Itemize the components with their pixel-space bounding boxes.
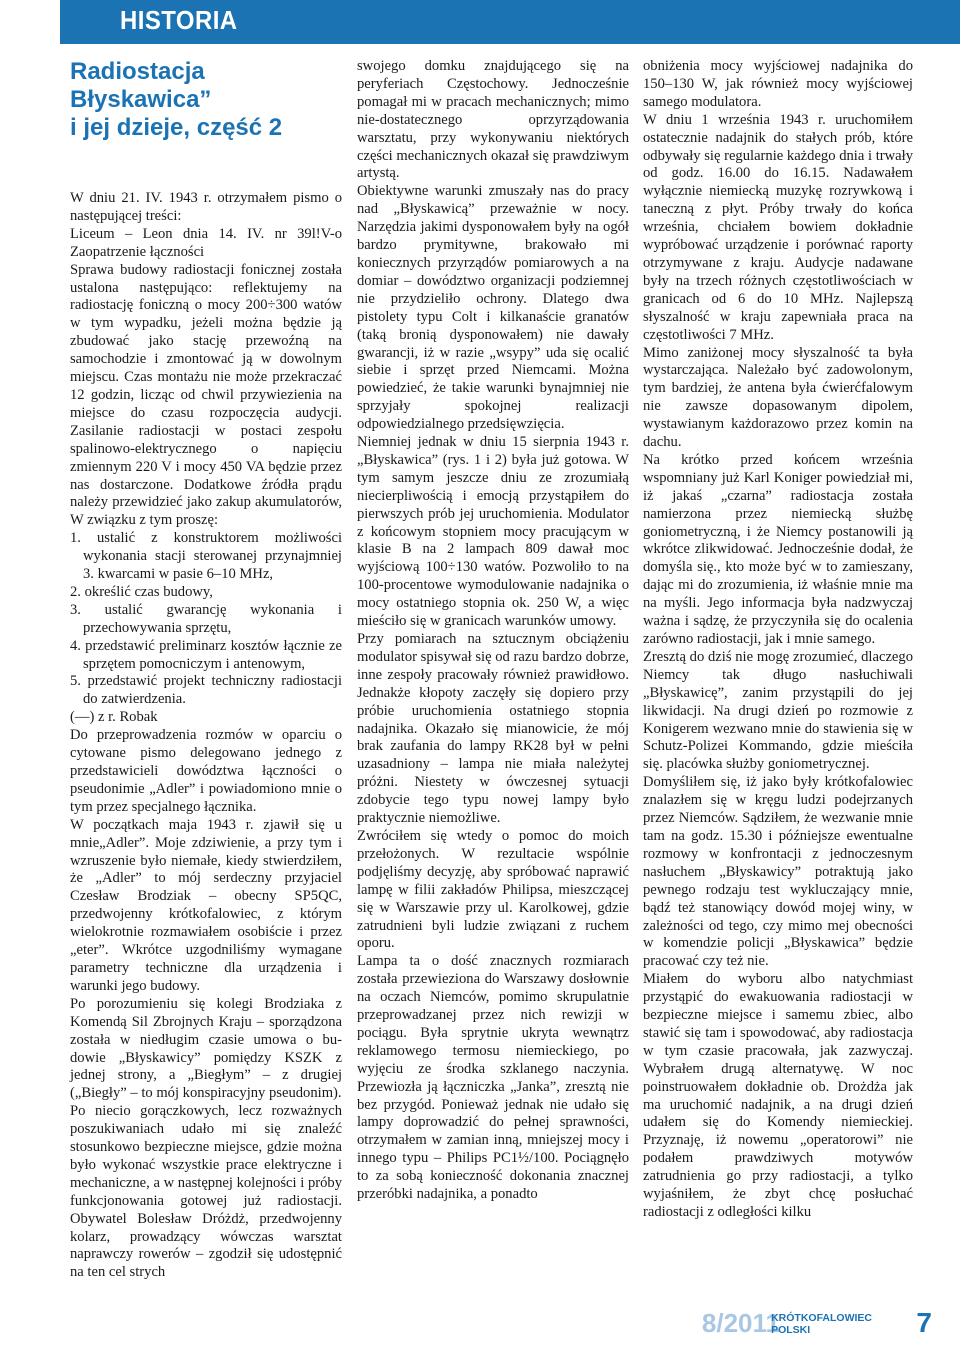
page-number: 7 — [916, 1307, 932, 1338]
article-column-2 — [357, 58, 629, 1204]
magazine-name-line-2: POLSKI — [771, 1324, 811, 1336]
list-item: 1. ustalić z konstruktorem możliwości wykonania stacji sterowanej przynajmniej 3. kwarcami w pasie 6–10 MHz, — [70, 530, 342, 583]
paragraph: obniżenia mocy wyjściowej nadajnika do 150–130 W, jak również mocy wyjściowej samego modulatora. — [643, 58, 913, 110]
paragraph: W dniu 21. IV. 1943 r. otrzymałem pismo o następującej treści: — [70, 190, 342, 224]
paragraph: Mimo zaniżonej mocy słyszalność ta była wystarczająca. Należało być zadowolonym, tym bardziej, że antena była ćwierćfalowym nie zawsze dopasowanym dipolem, wystawianym każdorazowo przez komin na dachu. — [643, 344, 913, 451]
paragraph: Obiektywne warunki zmuszały nas do pracy nad „Błyskawicą” przeważnie w nocy. Narzędzia jakimi dysponowałem były na ogół bardzo prymitywne, brakowało mi koniecznych przyrządów pomiarowych a na domiar – dowództwo organizacji podziemnej nie przydzieliło ochrony. Dlatego dwa pistolety typu Colt i kilkanaście granatów (taką bronią dysponowałem) nie dawały gwarancji, iż w razie „wsypy” uda się ocalić siebie i sprzęt przed Niemcami. Można powiedzieć, że takie warunki bynajmniej nie sprzyjały spokojnej realizacji odpowiedzialnego przedsięwzięcia. — [357, 183, 629, 433]
page-footer — [632, 1299, 932, 1339]
paragraph: swojego domku znajdującego się na peryferiach Częstochowy. Jednocześnie pomagał mi w pracach mechanicznych; mimo nie-dostatecznego oprzyrządowania warsztatu, przy wykonywaniu niektórych części mechanicznych okazał się prawdziwym artystą. — [357, 58, 629, 182]
article-column-1 — [70, 58, 342, 1282]
article-title — [70, 58, 342, 142]
paragraph: Niemniej jednak w dniu 15 sierpnia 1943 r. „Błyskawica” (rys. 1 i 2) była już gotowa. W tym samym jeszcze dniu ze zrozumiałą niecierpliwością i emocją przystąpiłem do pierwszych prób jej uruchomienia. Modulator z końcowym stopniem mocy pracującym w klasie B na 2 lampach 809 dawał moc wyjściową 100÷130 watów. Pozwoliło to na 100-procentowe wymodulowanie nadajnika o mocy ostatniego stopnia ok. 250 W, a więc mieściło się w granicach warunków umowy. — [357, 434, 629, 630]
magazine-name-line-1: KRÓTKOFALOWIEC — [771, 1312, 872, 1324]
paragraph: Domyśliłem się, iż jako były krótkofalowiec znalazłem się w kręgu ludzi podejrzanych przez Niemców. Sądziłem, że wezwanie mnie tam na godz. 15.30 i późniejsze ewentualne rozmowy w konfrontacji z jednoczesnym nasłuchem „Błyskawicy” potraktują jako pewnego rodzaju test wykluczający mnie, bądź też stanowiący dowód mojej winy, w zależności od tego, czy mimo mej obecności w komendzie policji „Błyskawica” będzie pracować czy też nie. — [643, 774, 913, 970]
paragraph: Lampa ta o dość znacznych rozmiarach została przewieziona do Warszawy dosłownie na oczach Niemców, pomimo skrupulatnie przeprowadzanej przez nich rewizji w pociągu. Była sprytnie ukryta wewnątrz reklamowego termosu niemieckiego, po wyjęciu ze środka szklanego naczynia. Przewiozła ją łączniczka „Janka”, zresztą nie bez przygód. Ponieważ jednak nie udało się lampy doprowadzić do pełnej sprawności, otrzymałem w zamian inną, mniejszej mocy i innego typu – Philips PC1½/100. Pociągnęło to za sobą konieczność dokonania znacznej przeróbki nadajnika, a ponadto — [357, 953, 629, 1203]
paragraph: Sprawa budowy radiostacji fonicznej została ustalona następująco: reflektujemy na radiostację foniczną o mocy 200÷300 watów w tym wypadku, jeżeli można będzie ją zbudować jako stację przewoźną na samochodzie i zmontować ją w dowolnym miejscu. Czas montażu nie może przekraczać 12 godzin, licząc od chwil przywiezienia na miejsce do czasu rozpoczęcia audycji. Zasilanie radiostacji w postaci zespołu spalinowo-elektrycznego o napięciu zmiennym 220 V i mocy 450 VA będzie przez nas dostarczone. Dodatkowe źródła prądu należy przewidzieć jako zakup akumulatorów, W związku z tym proszę: — [70, 261, 342, 529]
article-title-line-1: Radiostacja Błyskawica” — [70, 58, 212, 113]
paragraph: Zresztą do dziś nie mogę zrozumieć, dlaczego Niemcy tak długo nasłuchiwali „Błyskawicę”, zanim przystąpili do jej likwidacji. Na drugi dzień po rozmowie z Konigerem wezwano mnie do stawienia się w Schutz-Polizei Kommando, gdzie mieściła się. placówka służby goniometrycznej. — [643, 648, 913, 773]
paragraph: (—) z r. Robak — [70, 709, 158, 726]
article-title-line-2: i jej dzieje, część 2 — [70, 114, 283, 141]
article-column-3 — [643, 58, 913, 1222]
magazine-name — [771, 1312, 872, 1336]
paragraph: Po niecio gorączkowych, lecz rozważnych poszukiwaniach udało mi się znaleźć stosunkowo bezpieczne miejsce, gdzie można było wykonać wszystkie prace elektryczne i mechaniczne, a w następnej kolejności i próby funkcjonowania gotowej już radiostacji. Obywatel Bolesław Dróżdż, przedwojenny kolarz, prowadzący wówczas warsztat naprawczy rowerów – zgodził się udostępnić na ten cel strych — [70, 1103, 342, 1281]
list-item: 5. przedstawić projekt techniczny radiostacji do zatwierdzenia. — [70, 673, 342, 708]
request-list — [70, 530, 342, 709]
paragraph: Przy pomiarach na sztucznym obciążeniu modulator spisywał się od razu bardzo dobrze, inne zespoły pracowały również prawidłowo. Jednakże kłopoty zaczęły się dopiero przy próbie uruchomienia ostatniego stopnia nadajnika. Okazało się mianowicie, że mój brak zaufania do lampy RK28 był w pełni uzasadniony – lampa nie miała należytej próżni. Niestety w ówczesnej sytuacji zdobycie tego typu nowej lampy było praktycznie niemożliwe. — [357, 631, 629, 827]
paragraph: W początkach maja 1943 r. zjawił się u mnie„Adler”. Moje zdziwienie, a przy tym i wzruszenie było niemałe, kiedy stwierdziłem, że „Adler” to mój serdeczny przyjaciel Czesław Brodziak – obecny SP5QC, przedwojenny krótkofalowiec, z którym wielokrotnie rozmawiałem osobiście i przez „eter”. Wkrótce uzgodniliśmy wymagane parametry techniczne dla urządzenia i warunki jego budowy. — [70, 816, 342, 994]
paragraph: Na krótko przed końcem września wspomniany już Karl Koniger powiedział mi, iż jakaś „czarna” radiostacja została namierzona przez niemiecką służbę goniometryczną, i że Niemcy postanowili ją wkrótce zlikwidować. Jednocześnie dodał, że domyśla się., kto może być w to zamieszany, dając mi do zrozumienia, iż właśnie mnie ma na myśli. Jego informacja była nadzwyczaj ważna i sądzę, że przyczyniła się do ocalenia zarówno radiostacji, jak i mnie samego. — [643, 451, 913, 647]
section-header-band — [60, 0, 960, 44]
paragraph: Liceum – Leon dnia 14. IV. nr 39l!V-o Zaopatrzenie łączności — [70, 225, 342, 260]
issue-number: 8/2011 — [701, 1308, 780, 1338]
paragraph: Zwróciłem się wtedy o pomoc do moich przełożonych. W rezultacie wspólnie podjęliśmy decyzję, aby spróbować naprawić lampę w filii zakładów Philipsa, mieszczącej się w Warszawie przy ul. Karolkowej, gdzie zatrudnieni byli ludzie związani z ruchem oporu. — [357, 827, 629, 952]
paragraph: Po porozumieniu się kolegi Brodziaka z Komendą Sil Zbrojnych Kraju – sporządzona została w niedługim czasie umowa o bu-dowie „Błyskawicy” pomiędzy KSZK z jednej strony, a „Biegłym” – z drugiej („Biegły” – to mój konspiracyjny pseudonim). — [70, 995, 342, 1102]
list-item: 3. ustalić gwarancję wykonania i przechowywania sprzętu, — [70, 601, 342, 636]
list-item: 2. określić czas budowy, — [70, 583, 213, 600]
section-title: HISTORIA — [120, 5, 238, 35]
paragraph: W dniu 1 września 1943 r. uruchomiłem ostatecznie nadajnik do stałych prób, które odbywały się regularnie każdego dnia i trwały od godz. 16.00 do 16.15. Nadawałem wyłącznie niemiecką muzykę rozrywkową i taneczną z płyt. Próby trwały do końca września, chciałem bowiem dokładnie wypróbować urządzenie i porównać raporty otrzymywane z kraju. Audycje nadawane były na trzech różnych częstotliwościach w granicach od 6 do 10 MHz. Najlepszą słyszalność w kraju zapewniała praca na częstotliwości 7 MHz. — [643, 111, 913, 343]
paragraph: Do przeprowadzenia rozmów w oparciu o cytowane pismo delegowano jednego z przedstawicieli dowództwa łączności o pseudonimie „Adler” i powiadomiono mnie o tym przez specjalnego łącznika. — [70, 727, 342, 815]
list-item: 4. przedstawić preliminarz kosztów łącznie ze sprzętem pomocniczym i antenowym, — [70, 637, 342, 672]
paragraph: Miałem do wyboru albo natychmiast przystąpić do ewakuowania radiostacji w bezpieczne miejsce i samemu zbiec, albo stawić się tam i spowodować, aby radiostacja w tym czasie pracowała, jak zazwyczaj. Wybrałem drugą alternatywę. W noc poinstruowałem dokładnie ob. Drożdża jak ma uruchomić nadajnik, a na drugi dzień udałem się do Komendy niemieckiej. Przyznaję, iż nowemu „operatorowi” nie podałem prawdziwych motywów zatrudnienia go przy radiostacji, a tylko wyjaśniłem, że zbyt chcę posłuchać radiostacji z odległości kilku — [643, 971, 913, 1220]
